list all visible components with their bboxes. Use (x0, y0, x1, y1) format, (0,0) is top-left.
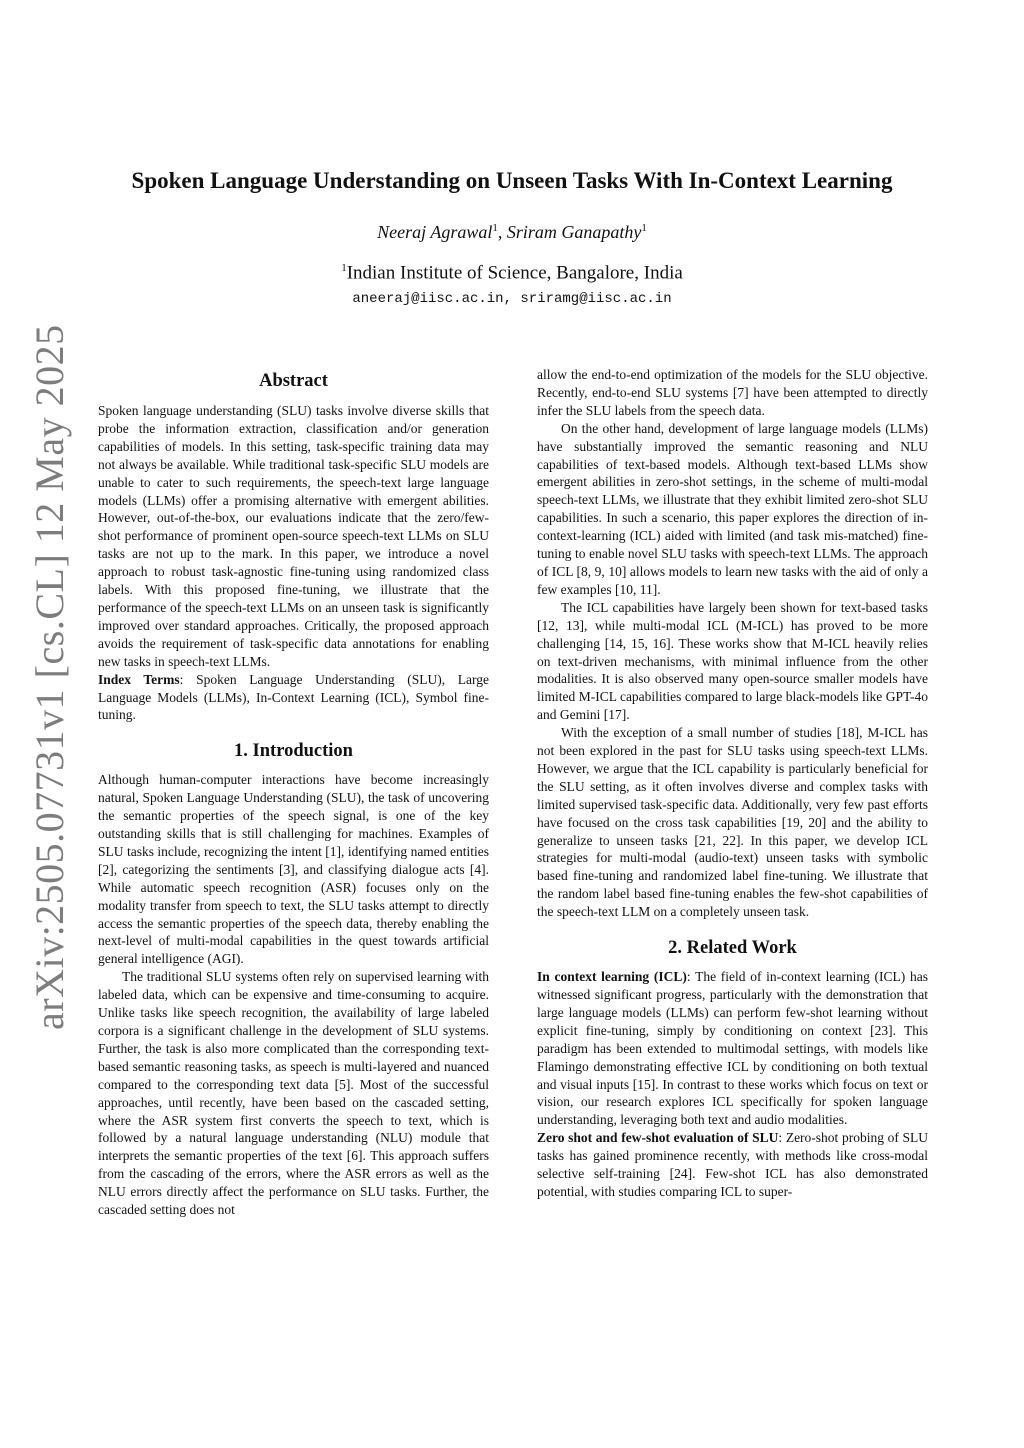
author-affiliation-mark: 1 (492, 222, 498, 234)
index-terms-text: : Spoken Language Understanding (SLU), Large Language Models (LLMs), In-Context Learning (ICL), Symbol fine-tuning. (98, 671, 489, 723)
abstract-heading: Abstract (259, 371, 328, 391)
affiliation-name: Indian Institute of Science, Bangalore, India (346, 262, 683, 284)
intro-paragraph: allow the end-to-end optimization of the models for the SLU objective. Recently, end-to-end SLU systems [7] have been attempted to directly infer the SLU labels from the speech data. (537, 367, 928, 418)
related-work-paragraph (537, 1129, 928, 1201)
left-column (98, 366, 489, 1219)
paragraph-text: : Zero-shot probing of SLU tasks has gained prominence recently, with methods like cross-modal selective self-training [24]. Few-shot ICL has also demonstrated potential, with studies comparing ICL to super- (537, 1130, 928, 1199)
arxiv-identifier: arXiv:2505.07731v1 [cs.CL] 12 May 2025 (27, 324, 72, 1030)
paragraph-label: In context learning (ICL) (537, 969, 687, 985)
author-name: Neeraj Agrawal (377, 222, 493, 242)
intro-paragraph: The traditional SLU systems often rely on supervised learning with labeled data, which can be expensive and time-consuming to acquire. Unlike tasks like speech recognition, the availability of large labeled corpora is a significant challenge in the development of SLU systems. Further, the task is also more complicated than the corresponding text-based semantic reasoning tasks, as speech is multi-layered and nuanced compared to the corresponding text data [5]. Most of the successful approaches, until recently, have been based on the cascaded setting, where the ASR system first converts the speech to text, which is followed by a natural language understanding (NLU) module that interprets the semantic properties of the text [6]. This approach suffers from the cascading of the errors, where the ASR errors as well as the NLU errors directly affect the performance on SLU tasks. Further, the cascaded setting does not (98, 969, 489, 1218)
author-name: Sriram Ganapathy (506, 222, 642, 242)
author-list (0, 222, 1024, 243)
affiliation (0, 262, 1024, 284)
author-emails: aneeraj@iisc.ac.in, sriramg@iisc.ac.in (352, 291, 672, 307)
affiliation-mark: 1 (341, 262, 347, 274)
intro-paragraph: The ICL capabilities have largely been shown for text-based tasks [12, 13], while multi-modal ICL (M-ICL) has proved to be more challenging [14, 15, 16]. These works show that M-ICL heavily relies on text-driven mechanisms, with minimal influence from the other modalities. It is also observed many open-source smaller models have limited M-ICL capabilities compared to large black-models like GPT-4o and Gemini [17]. (537, 599, 928, 723)
paper-title: Spoken Language Understanding on Unseen Tasks With In-Context Learning (131, 168, 893, 193)
abstract-body: Spoken language understanding (SLU) tasks involve diverse skills that probe the information extraction, classification and/or generation capabilities of models. In this setting, task-specific training data may not always be available. While traditional task-specific SLU models are unable to cater to such requirements, the speech-text large language models (LLMs) offer a promising alternative with emergent abilities. However, out-of-the-box, our evaluations indicate that the zero/few-shot performance of prominent open-source speech-text LLMs on SLU tasks are not up to the mark. In this paper, we introduce a novel approach to robust task-agnostic fine-tuning using randomized class labels. With this proposed fine-tuning, we illustrate that the performance of the speech-text LLMs on an unseen task is significantly improved over standard approaches. Critically, the proposed approach avoids the requirement of task-specific data annotations for enabling new tasks in speech-text LLMs. (98, 403, 489, 669)
intro-paragraph: With the exception of a small number of studies [18], M-ICL has not been explored in the past for SLU tasks using speech-text LLMs. However, we argue that the ICL capability is particularly beneficial for the SLU setting, as it often involves diverse and complex tasks with limited supervised task-specific data. Additionally, very few past efforts have focused on the cross task capabilities [19, 20] and the ability to generalize to unseen tasks [21, 22]. In this paper, we develop ICL strategies for multi-modal (audio-text) unseen tasks with symbolic based fine-tuning and randomized label fine-tuning. We illustrate that the random label based fine-tuning enables the few-shot capabilities of the speech-text LLM on a completely unseen task. (537, 725, 928, 920)
introduction-heading: 1. Introduction (234, 741, 353, 762)
paragraph-text: : The field of in-context learning (ICL) has witnessed significant progress, particularly with the demonstration that large language models (LLMs) can perform few-shot learning without explicit fine-tuning, simply by conditioning on context [23]. This paradigm has been extended to multimodal settings, with models like Flamingo demonstrating effective ICL by conditioning on both textual and visual inputs [15]. In contrast to these works which focus on text or vision, our research explores ICL specifically for spoken language understanding, leveraging both text and audio modalities. (537, 969, 928, 1128)
author-affiliation-mark: 1 (641, 222, 647, 234)
author-separator: , (497, 222, 507, 242)
index-terms-label: Index Terms (98, 671, 180, 687)
paragraph-label: Zero shot and few-shot evaluation of SLU (537, 1130, 779, 1146)
related-work-heading: 2. Related Work (668, 938, 797, 959)
related-work-paragraph (537, 968, 928, 1129)
right-column (537, 366, 928, 1201)
intro-paragraph: On the other hand, development of large language models (LLMs) have substantially improved the semantic reasoning and NLU capabilities of text-based models. Although text-based LLMs show emergent abilities in zero-shot settings, in the scheme of multi-modal speech-text LLMs, we illustrate that they exhibit limited zero-shot SLU capabilities. In such a scenario, this paper explores the direction of in-context-learning (ICL) aided with limited (and task mis-matched) fine-tuning to enable novel SLU tasks with speech-text LLMs. The approach of ICL [8, 9, 10] allows models to learn new tasks with the aid of only a few examples [10, 11]. (537, 420, 928, 597)
index-terms (98, 671, 489, 725)
intro-paragraph: Although human-computer interactions have become increasingly natural, Spoken Language Understanding (SLU), the task of uncovering the semantic properties of the speech signal, is one of the key outstanding skills that is still challenging for machines. Examples of SLU tasks include, recognizing the intent [1], identifying named entities [2], categorizing the sentiments [3], and classifying dialogue acts [4]. While automatic speech recognition (ASR) focuses only on the modality transfer from speech to text, the SLU tasks attempt to directly access the semantic properties of the speech data, thereby enabling the next-level of multi-modal capabilities in the quest towards artificial general intelligence (AGI). (98, 772, 489, 967)
